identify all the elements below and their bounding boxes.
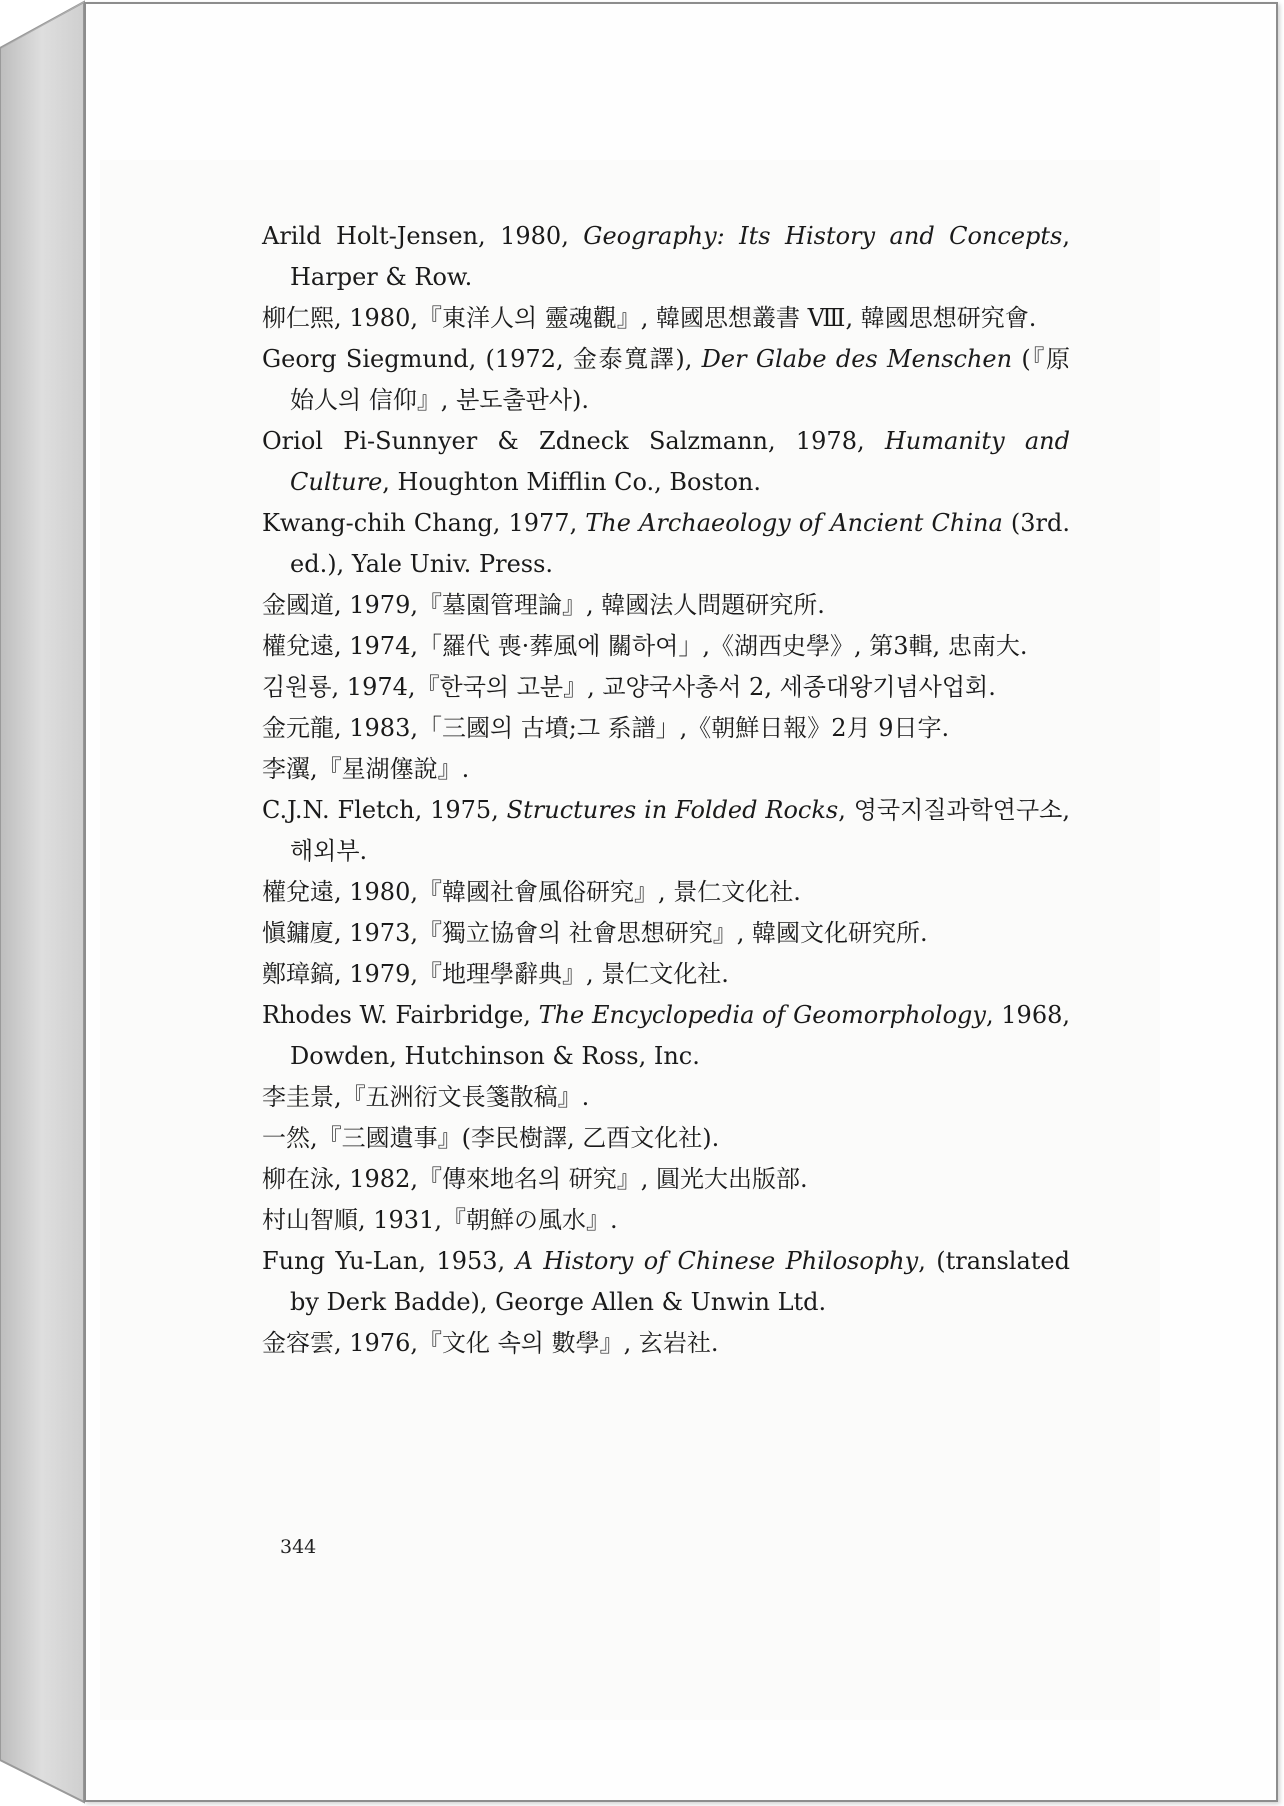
reference-entry: [262, 626, 1070, 667]
reference-text: Fung Yu-Lan, 1953,: [262, 1247, 516, 1275]
reference-text: Kwang-chih Chang, 1977,: [262, 509, 586, 537]
reference-text: 一然,『三國遺事』(李民樹譯, 乙酉文化社).: [262, 1124, 720, 1152]
reference-text: 愼鏞廈, 1973,『獨立協會의 社會思想研究』, 韓國文化研究所.: [262, 919, 928, 947]
reference-title: Structures in Folded Rocks: [506, 796, 839, 824]
reference-text: C.J.N. Fletch, 1975,: [262, 796, 507, 824]
reference-text: Arild Holt-Jensen, 1980,: [262, 222, 584, 250]
reference-entry: [262, 1241, 1070, 1323]
reference-entry: [262, 585, 1070, 626]
reference-entry: [262, 708, 1070, 749]
reference-text: (3rd. ed.), Yale Univ. Press.: [290, 509, 1070, 578]
reference-text: , 1968, Dowden, Hutchinson & Ross, Inc.: [290, 1001, 1070, 1070]
reference-text: , 영국지질과학연구소, 해외부.: [290, 796, 1070, 865]
reference-entry: [262, 503, 1070, 585]
reference-title: Humanity and Culture: [290, 427, 1071, 496]
reference-entry: [262, 995, 1070, 1077]
reference-text: 權兌遠, 1974,「羅代 喪·葬風에 關하여」,《湖西史學》, 第3輯, 忠南大.: [262, 632, 1028, 660]
reference-entry: [262, 298, 1070, 339]
reference-text: 柳在泳, 1982,『傳來地名의 研究』, 圓光大出版部.: [262, 1165, 808, 1193]
reference-text: 柳仁熙, 1980,『東洋人의 靈魂觀』, 韓國思想叢書 Ⅷ, 韓國思想研究會.: [262, 304, 1037, 332]
reference-entry: [262, 1118, 1070, 1159]
reference-text: Rhodes W. Fairbridge,: [262, 1001, 539, 1029]
reference-entry: [262, 216, 1070, 298]
reference-text: 李圭景,『五洲衍文長箋散稿』.: [262, 1083, 590, 1111]
reference-text: , Houghton Mifflin Co., Boston.: [382, 468, 761, 496]
reference-title: The Encyclopedia of Geomorphology: [538, 1001, 986, 1029]
reference-text: Oriol Pi-Sunnyer & Zdneck Salzmann, 1978,: [262, 427, 885, 455]
reference-entry: [262, 749, 1070, 790]
reference-entry: [262, 913, 1070, 954]
reference-title: The Archaeology of Ancient China: [585, 509, 1003, 537]
reference-entry: [262, 790, 1070, 872]
reference-text: Georg Siegmund, (1972, 金泰寬譯),: [262, 345, 702, 373]
reference-list: [262, 216, 1070, 1364]
reference-entry: [262, 1159, 1070, 1200]
reference-text: 金國道, 1979,『墓園管理論』, 韓國法人問題研究所.: [262, 591, 825, 619]
reference-entry: [262, 954, 1070, 995]
reference-title: A History of Chinese Philosophy: [515, 1247, 919, 1275]
reference-entry: [262, 667, 1070, 708]
reference-text: 權兌遠, 1980,『韓國社會風俗研究』, 景仁文化社.: [262, 878, 801, 906]
reference-title: Geography: Its History and Concepts: [583, 222, 1063, 250]
reference-text: (『原始人의 信仰』, 분도출판사).: [290, 345, 1070, 414]
reference-text: 김원룡, 1974,『한국의 고분』, 교양국사총서 2, 세종대왕기념사업회.: [262, 673, 996, 701]
reference-text: 鄭璋鎬, 1979,『地理學辭典』, 景仁文化社.: [262, 960, 729, 988]
reference-text: , (translated by Derk Badde), George Allen & Unwin Ltd.: [290, 1247, 1070, 1316]
reference-entry: [262, 1323, 1070, 1364]
reference-text: 李瀷,『星湖僿說』.: [262, 755, 470, 783]
page-number: 344: [280, 1536, 317, 1558]
book-spine: [0, 0, 90, 1806]
reference-text: 村山智順, 1931,『朝鮮の風水』.: [262, 1206, 618, 1234]
reference-entry: [262, 421, 1070, 503]
reference-title: Der Glabe des Menschen: [701, 345, 1013, 373]
reference-text: 金元龍, 1983,「三國의 古墳;그 系譜」,《朝鮮日報》2月 9日字.: [262, 714, 950, 742]
reference-entry: [262, 339, 1070, 421]
reference-text: , Harper & Row.: [290, 222, 1071, 291]
reference-entry: [262, 1077, 1070, 1118]
reference-entry: [262, 1200, 1070, 1241]
reference-entry: [262, 872, 1070, 913]
reference-text: 金容雲, 1976,『文化 속의 數學』, 玄岩社.: [262, 1329, 719, 1357]
